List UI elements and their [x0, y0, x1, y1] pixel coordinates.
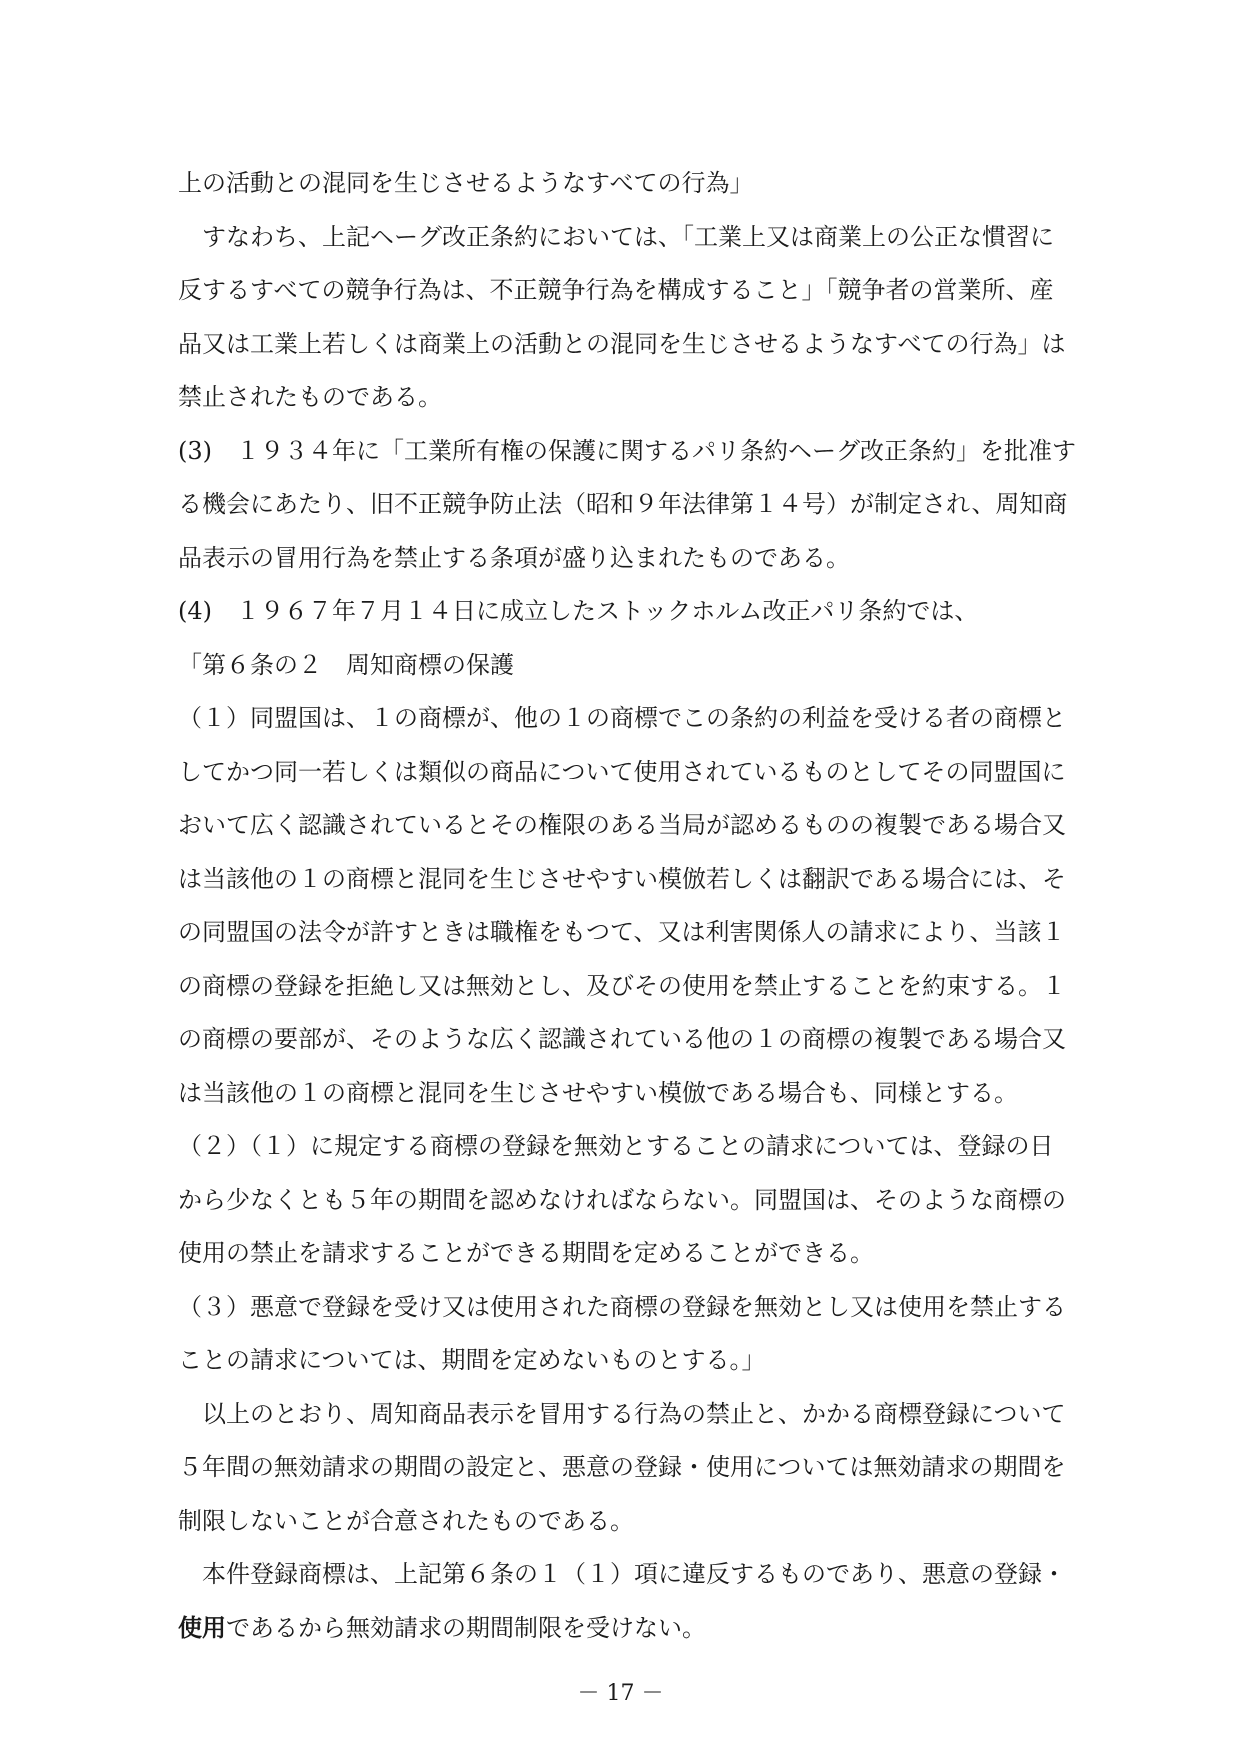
text-line: の商標の要部が、そのような広く認識されている他の１の商標の複製である場合又 — [178, 1025, 1066, 1053]
text-line: ５年間の無効請求の期間の設定と、悪意の登録・使用については無効請求の期間を — [178, 1453, 1066, 1481]
text-line: 品又は工業上若しくは商業上の活動との混同を生じさせるようなすべての行為」は — [178, 329, 1066, 358]
text-line: すなわち、上記ヘーグ改正条約においては、「工業上又は商業上の公正な慣習に — [178, 222, 1054, 251]
text-line: 「第６条の２ 周知商標の保護 — [178, 650, 514, 679]
page-number: － 17 － — [577, 1681, 664, 1706]
text-line: 本件登録商標は、上記第６条の１（１）項に違反するものであり、悪意の登録・ — [178, 1560, 1066, 1588]
text-line: る機会にあたり、旧不正競争防止法（昭和９年法律第１４号）が制定され、周知商 — [178, 490, 1068, 518]
text-line: （３）悪意で登録を受け又は使用された商標の登録を無効とし又は使用を禁止する — [178, 1292, 1066, 1321]
text-line: (3) １９３４年に「工業所有権の保護に関するパリ条約ヘーグ改正条約」を批准す — [178, 436, 1076, 465]
text-run: であるから無効請求の期間制限を受けない。 — [226, 1613, 706, 1642]
text-line: してかつ同一若しくは類似の商品について使用されているものとしてその同盟国に — [178, 757, 1066, 786]
text-line: ことの請求については、期間を定めないものとする。」 — [178, 1346, 766, 1374]
text-line: (4) １９６７年７月１４日に成立したストックホルム改正パリ条約では、 — [178, 597, 979, 625]
text-line: の同盟国の法令が許すときは職権をもつて、又は利害関係人の請求により、当該１ — [178, 918, 1066, 946]
text-line: 反するすべての競争行為は、不正競争行為を構成すること」「競争者の営業所、産 — [178, 276, 1054, 304]
text-line: は当該他の１の商標と混同を生じさせやすい模倣若しくは翻訳である場合には、そ — [178, 864, 1066, 893]
text-line: 上の活動との混同を生じさせるようなすべての行為」 — [178, 169, 754, 197]
text-line: は当該他の１の商標と混同を生じさせやすい模倣である場合も、同様とする。 — [178, 1078, 1018, 1107]
text-line: 制限しないことが合意されたものである。 — [178, 1506, 634, 1535]
text-line: から少なくとも５年の期間を認めなければならない。同盟国は、そのような商標の — [178, 1185, 1066, 1214]
text-line: の商標の登録を拒絶し又は無効とし、及びその使用を禁止することを約束する。１ — [178, 971, 1066, 1000]
bold-text: 使用 — [178, 1612, 226, 1642]
text-line: （１）同盟国は、１の商標が、他の１の商標でこの条約の利益を受ける者の商標と — [178, 704, 1066, 732]
text-line: 以上のとおり、周知商品表示を冒用する行為の禁止と、かかる商標登録について — [178, 1399, 1066, 1428]
text-line: おいて広く認識されているとその権限のある当局が認めるものの複製である場合又 — [178, 811, 1066, 839]
text-line-last — [178, 1613, 1098, 1643]
text-line: 禁止されたものである。 — [178, 383, 442, 411]
text-line: 使用の禁止を請求することができる期間を定めることができる。 — [178, 1239, 874, 1267]
text-line: （２）（１）に規定する商標の登録を無効とすることの請求については、登録の日 — [178, 1132, 1054, 1160]
text-line: 品表示の冒用行為を禁止する条項が盛り込まれたものである。 — [178, 543, 850, 572]
